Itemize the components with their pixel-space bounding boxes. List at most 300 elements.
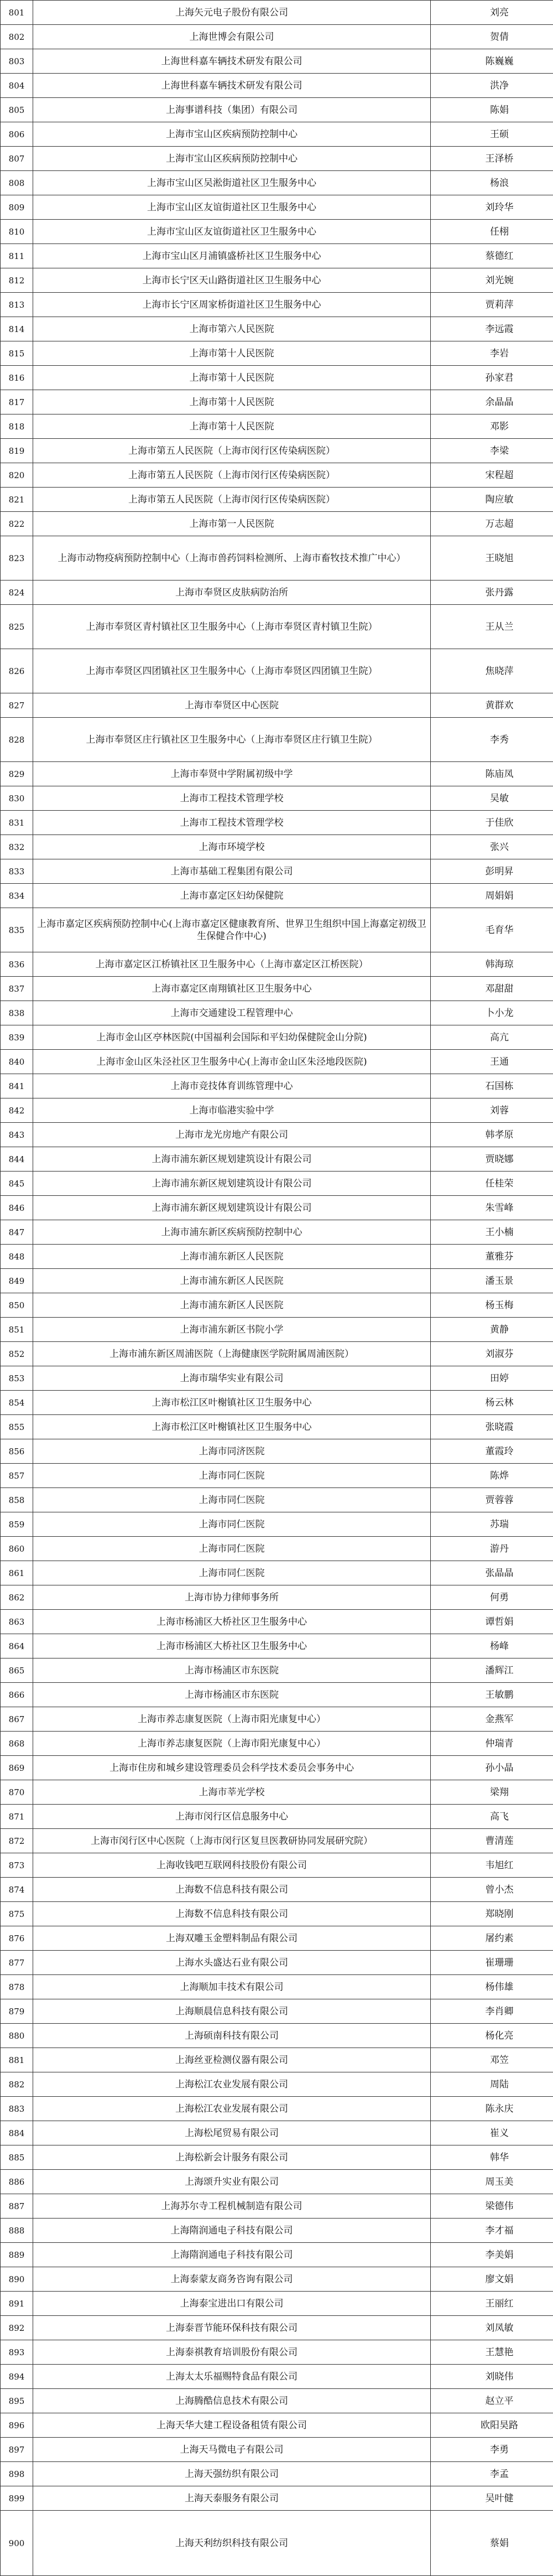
person-name: 于佳欣	[431, 811, 553, 835]
person-name: 韩孝原	[431, 1123, 553, 1147]
organization-name: 上海收钱吧互联网科技股份有限公司	[33, 1853, 431, 1878]
organization-name: 上海市奉贤区青村镇社区卫生服务中心（上海市奉贤区青村镇卫生院）	[33, 605, 431, 649]
person-name: 潘玉景	[431, 1269, 553, 1293]
table-row	[1, 1147, 553, 1172]
table-row	[1, 414, 553, 439]
row-number: 892	[1, 2316, 33, 2340]
table-row	[1, 1999, 553, 2024]
table-row	[1, 366, 553, 390]
table-row	[1, 2389, 553, 2413]
organization-name: 上海市杨浦区大桥社区卫生服务中心	[33, 1610, 431, 1634]
row-number: 868	[1, 1732, 33, 1756]
organization-name: 上海市浦东新区规划建筑设计有限公司	[33, 1196, 431, 1220]
row-number: 851	[1, 1318, 33, 1342]
row-number: 897	[1, 2438, 33, 2462]
table-row	[1, 220, 553, 244]
person-name: 贺倩	[431, 25, 553, 49]
person-name: 谭哲娟	[431, 1610, 553, 1634]
table-row	[1, 1001, 553, 1025]
row-number: 847	[1, 1220, 33, 1245]
row-number: 863	[1, 1610, 33, 1634]
row-number: 872	[1, 1829, 33, 1853]
organization-name: 上海市浦东新区疾病预防控制中心	[33, 1220, 431, 1245]
person-name: 贾莉萍	[431, 293, 553, 317]
person-name: 洪净	[431, 74, 553, 98]
person-name: 杨化亮	[431, 2024, 553, 2048]
row-number: 899	[1, 2486, 33, 2511]
table-row	[1, 2462, 553, 2486]
row-number: 831	[1, 811, 33, 835]
organization-name: 上海市奉贤中学附属初级中学	[33, 762, 431, 786]
organization-name: 上海市松江区叶榭镇社区卫生服务中心	[33, 1415, 431, 1439]
table-row	[1, 1439, 553, 1464]
table-row	[1, 1926, 553, 1951]
person-name: 张晓霞	[431, 1415, 553, 1439]
table-row	[1, 317, 553, 341]
person-name: 韩海琼	[431, 952, 553, 977]
row-number: 857	[1, 1464, 33, 1488]
table-row	[1, 1805, 553, 1829]
organization-name: 上海事谱科技（集团）有限公司	[33, 98, 431, 122]
person-name: 曾小杰	[431, 1878, 553, 1902]
person-name: 赵立平	[431, 2389, 553, 2413]
row-number: 846	[1, 1196, 33, 1220]
organization-name: 上海松江农业发展有限公司	[33, 2072, 431, 2097]
table-row	[1, 1658, 553, 1683]
organization-name: 上海市嘉定区疾病预防控制中心(上海市嘉定区健康教育所、世界卫生组织中国上海嘉定初级卫生保健合作中心)	[33, 908, 431, 952]
table-row	[1, 1342, 553, 1366]
person-name: 陈烨	[431, 1464, 553, 1488]
organization-name: 上海松江农业发展有限公司	[33, 2097, 431, 2121]
row-number: 804	[1, 74, 33, 98]
table-row	[1, 1415, 553, 1439]
person-name: 崔义	[431, 2121, 553, 2145]
person-name: 曹清莲	[431, 1829, 553, 1853]
table-row	[1, 122, 553, 147]
person-name: 彭明昇	[431, 859, 553, 884]
organization-name: 上海天华大建工程设备租赁有限公司	[33, 2413, 431, 2438]
row-number: 889	[1, 2243, 33, 2267]
row-number: 871	[1, 1805, 33, 1829]
organization-name: 上海市工程技术管理学校	[33, 786, 431, 811]
organization-name: 上海市同仁医院	[33, 1537, 431, 1561]
table-row	[1, 390, 553, 414]
organization-name: 上海市宝山区疾病预防控制中心	[33, 122, 431, 147]
row-number: 826	[1, 649, 33, 693]
row-number: 824	[1, 580, 33, 605]
organization-name: 上海市第五人民医院（上海市闵行区传染病医院）	[33, 488, 431, 512]
table-row	[1, 2121, 553, 2145]
row-number: 823	[1, 536, 33, 580]
organization-name: 上海市龙光房地产有限公司	[33, 1123, 431, 1147]
row-number: 801	[1, 1, 33, 25]
organization-name: 上海数不信息科技有限公司	[33, 1878, 431, 1902]
row-number: 856	[1, 1439, 33, 1464]
person-name: 焦晓萍	[431, 649, 553, 693]
row-number: 810	[1, 220, 33, 244]
table-row	[1, 1391, 553, 1415]
row-number: 894	[1, 2365, 33, 2389]
organization-name: 上海颂升实业有限公司	[33, 2170, 431, 2194]
row-number: 895	[1, 2389, 33, 2413]
organization-name: 上海隋润通电子科技有限公司	[33, 2243, 431, 2267]
table-row	[1, 762, 553, 786]
person-name: 周玉美	[431, 2170, 553, 2194]
table-row	[1, 1220, 553, 1245]
person-name: 刘亮	[431, 1, 553, 25]
table-row	[1, 649, 553, 693]
person-name: 任栩	[431, 220, 553, 244]
organization-name: 上海市宝山区吴淞街道社区卫生服务中心	[33, 171, 431, 195]
table-row	[1, 1756, 553, 1780]
person-name: 张晶晶	[431, 1561, 553, 1585]
table-row	[1, 293, 553, 317]
row-number: 848	[1, 1245, 33, 1269]
organization-name: 上海松新会计服务有限公司	[33, 2145, 431, 2170]
organization-name: 上海市工程技术管理学校	[33, 811, 431, 835]
table-row	[1, 2365, 553, 2389]
table-row	[1, 2024, 553, 2048]
table-row	[1, 1269, 553, 1293]
organization-name: 上海市长宁区周家桥街道社区卫生服务中心	[33, 293, 431, 317]
organization-name: 上海市奉贤区庄行镇社区卫生服务中心（上海市奉贤区庄行镇卫生院）	[33, 718, 431, 762]
person-name: 苏瑞	[431, 1512, 553, 1537]
organization-name: 上海市杨浦区市东医院	[33, 1658, 431, 1683]
person-name: 邓影	[431, 414, 553, 439]
person-name: 杨玉梅	[431, 1293, 553, 1318]
table-row	[1, 1366, 553, 1391]
table-row	[1, 195, 553, 220]
person-name: 邓甜甜	[431, 977, 553, 1001]
table-row	[1, 2145, 553, 2170]
organization-name: 上海市交通建设工程管理中心	[33, 1001, 431, 1025]
table-row	[1, 718, 553, 762]
organization-name: 上海市瑞华实业有限公司	[33, 1366, 431, 1391]
organization-name: 上海市浦东新区人民医院	[33, 1245, 431, 1269]
table-row	[1, 2413, 553, 2438]
table-row	[1, 1123, 553, 1147]
organization-name: 上海双雕玉金塑料制品有限公司	[33, 1926, 431, 1951]
organization-name: 上海硕南科技有限公司	[33, 2024, 431, 2048]
table-row	[1, 2316, 553, 2340]
row-number: 809	[1, 195, 33, 220]
person-name: 廖文娟	[431, 2267, 553, 2292]
organization-name: 上海市同济医院	[33, 1439, 431, 1464]
table-row	[1, 25, 553, 49]
person-name: 李秀	[431, 718, 553, 762]
table-row	[1, 884, 553, 908]
table-row	[1, 1293, 553, 1318]
organization-name: 上海市宝山区月浦镇盛桥社区卫生服务中心	[33, 244, 431, 268]
organization-name: 上海泰宝进出口有限公司	[33, 2292, 431, 2316]
row-number: 806	[1, 122, 33, 147]
table-row	[1, 1098, 553, 1123]
person-name: 刘光婉	[431, 268, 553, 293]
row-number: 842	[1, 1098, 33, 1123]
table-row	[1, 244, 553, 268]
organization-name: 上海市临港实验中学	[33, 1098, 431, 1123]
person-name: 黄群欢	[431, 693, 553, 718]
table-row	[1, 580, 553, 605]
organization-name: 上海市金山区朱泾社区卫生服务中心(上海市金山区朱泾地段医院)	[33, 1050, 431, 1074]
table-row	[1, 908, 553, 952]
person-name: 欧阳昊路	[431, 2413, 553, 2438]
row-number: 862	[1, 1585, 33, 1610]
table-row	[1, 1829, 553, 1853]
organization-name: 上海市同仁医院	[33, 1464, 431, 1488]
organization-name: 上海市同仁医院	[33, 1512, 431, 1537]
person-name: 朱雪峰	[431, 1196, 553, 1220]
table-row	[1, 2072, 553, 2097]
table-row	[1, 859, 553, 884]
row-number: 811	[1, 244, 33, 268]
person-name: 梁翔	[431, 1780, 553, 1805]
row-number: 832	[1, 835, 33, 859]
person-name: 邓笠	[431, 2048, 553, 2072]
person-name: 郑晓刚	[431, 1902, 553, 1926]
organization-name: 上海天泰服务有限公司	[33, 2486, 431, 2511]
table-row	[1, 512, 553, 536]
row-number: 882	[1, 2072, 33, 2097]
row-number: 833	[1, 859, 33, 884]
table-row	[1, 1, 553, 25]
organization-name: 上海太太乐福赐特食品有限公司	[33, 2365, 431, 2389]
organization-name: 上海苏尔寺工程机械制造有限公司	[33, 2194, 431, 2219]
table-row	[1, 1050, 553, 1074]
person-name: 王泽桥	[431, 147, 553, 171]
person-name: 宋程超	[431, 463, 553, 488]
organization-name: 上海市养志康复医院（上海市阳光康复中心）	[33, 1707, 431, 1732]
person-name: 王从兰	[431, 605, 553, 649]
person-name: 陈巍巍	[431, 49, 553, 74]
person-name: 李才福	[431, 2219, 553, 2243]
row-number: 825	[1, 605, 33, 649]
table-row	[1, 171, 553, 195]
organization-name: 上海市养志康复医院（上海市阳光康复中心）	[33, 1732, 431, 1756]
organization-name: 上海市闵行区信息服务中心	[33, 1805, 431, 1829]
row-number: 880	[1, 2024, 33, 2048]
row-number: 861	[1, 1561, 33, 1585]
row-number: 817	[1, 390, 33, 414]
row-number: 859	[1, 1512, 33, 1537]
organization-name: 上海隋润通电子科技有限公司	[33, 2219, 431, 2243]
person-name: 余晶晶	[431, 390, 553, 414]
row-number: 898	[1, 2462, 33, 2486]
row-number: 891	[1, 2292, 33, 2316]
table-row	[1, 1512, 553, 1537]
organization-name: 上海市第六人民医院	[33, 317, 431, 341]
organization-name: 上海市长宁区天山路街道社区卫生服务中心	[33, 268, 431, 293]
person-name: 王敏鹏	[431, 1683, 553, 1707]
organization-name: 上海市环境学校	[33, 835, 431, 859]
table-row	[1, 1488, 553, 1512]
person-name: 张兴	[431, 835, 553, 859]
row-number: 802	[1, 25, 33, 49]
person-name: 崔珊珊	[431, 1951, 553, 1975]
row-number: 887	[1, 2194, 33, 2219]
row-number: 850	[1, 1293, 33, 1318]
person-name: 田婷	[431, 1366, 553, 1391]
organization-name: 上海市第一人民医院	[33, 512, 431, 536]
organization-name: 上海市莘光学校	[33, 1780, 431, 1805]
row-number: 815	[1, 341, 33, 366]
organization-name: 上海市松江区叶榭镇社区卫生服务中心	[33, 1391, 431, 1415]
table-row	[1, 2170, 553, 2194]
row-number: 854	[1, 1391, 33, 1415]
row-number: 828	[1, 718, 33, 762]
row-number: 805	[1, 98, 33, 122]
table-row	[1, 1196, 553, 1220]
row-number: 867	[1, 1707, 33, 1732]
organization-name: 上海市浦东新区周浦医院（上海健康医学院附属周浦医院）	[33, 1342, 431, 1366]
row-number: 874	[1, 1878, 33, 1902]
row-number: 879	[1, 1999, 33, 2024]
person-name: 孙家君	[431, 366, 553, 390]
table-row	[1, 1245, 553, 1269]
person-name: 王晓旭	[431, 536, 553, 580]
organization-name: 上海市宝山区友谊街道社区卫生服务中心	[33, 220, 431, 244]
person-name: 高飞	[431, 1805, 553, 1829]
person-name: 董霞玲	[431, 1439, 553, 1464]
table-row	[1, 1902, 553, 1926]
row-number: 830	[1, 786, 33, 811]
person-name: 李远霞	[431, 317, 553, 341]
organization-name: 上海市协力律师事务所	[33, 1585, 431, 1610]
person-name: 潘辉江	[431, 1658, 553, 1683]
row-number: 836	[1, 952, 33, 977]
table-row	[1, 1610, 553, 1634]
row-number: 816	[1, 366, 33, 390]
table-row	[1, 488, 553, 512]
table-body	[1, 1, 553, 2576]
organization-name: 上海世博会有限公司	[33, 25, 431, 49]
row-number: 893	[1, 2340, 33, 2365]
person-name: 屠约素	[431, 1926, 553, 1951]
row-number: 845	[1, 1172, 33, 1196]
table-row	[1, 147, 553, 171]
row-number: 864	[1, 1634, 33, 1658]
organization-name: 上海泰晋节能环保科技有限公司	[33, 2316, 431, 2340]
person-name: 陈娟	[431, 98, 553, 122]
row-number: 812	[1, 268, 33, 293]
person-name: 王通	[431, 1050, 553, 1074]
organization-name: 上海市闵行区中心医院（上海市闵行区复旦医教研协同发展研究院）	[33, 1829, 431, 1853]
row-number: 885	[1, 2145, 33, 2170]
person-name: 刘晓伟	[431, 2365, 553, 2389]
table-row	[1, 952, 553, 977]
table-row	[1, 1853, 553, 1878]
row-number: 855	[1, 1415, 33, 1439]
organization-name: 上海市同仁医院	[33, 1488, 431, 1512]
row-number: 803	[1, 49, 33, 74]
person-name: 何勇	[431, 1585, 553, 1610]
row-number: 876	[1, 1926, 33, 1951]
organization-name: 上海市第十人民医院	[33, 390, 431, 414]
row-number: 839	[1, 1025, 33, 1050]
person-name: 游丹	[431, 1537, 553, 1561]
person-name: 李岩	[431, 341, 553, 366]
table-row	[1, 49, 553, 74]
person-name: 张丹露	[431, 580, 553, 605]
row-number: 821	[1, 488, 33, 512]
person-name: 周娟娟	[431, 884, 553, 908]
person-name: 吴叶健	[431, 2486, 553, 2511]
organization-name: 上海顺晨信息科技有限公司	[33, 1999, 431, 2024]
table-row	[1, 835, 553, 859]
table-row	[1, 2511, 553, 2576]
table-row	[1, 2267, 553, 2292]
person-name: 黄静	[431, 1318, 553, 1342]
row-number: 827	[1, 693, 33, 718]
row-number: 814	[1, 317, 33, 341]
person-name: 孙小晶	[431, 1756, 553, 1780]
organization-name: 上海天马微电子有限公司	[33, 2438, 431, 2462]
table-row	[1, 693, 553, 718]
table-row	[1, 605, 553, 649]
person-name: 高亢	[431, 1025, 553, 1050]
organization-name: 上海松尾贸易有限公司	[33, 2121, 431, 2145]
table-row	[1, 2292, 553, 2316]
table-row	[1, 1732, 553, 1756]
organization-name: 上海顺加丰技术有限公司	[33, 1975, 431, 1999]
row-number: 860	[1, 1537, 33, 1561]
organization-name: 上海市奉贤区皮肤病防治所	[33, 580, 431, 605]
table-row	[1, 1318, 553, 1342]
table-row	[1, 2243, 553, 2267]
table-row	[1, 2340, 553, 2365]
organization-name: 上海市同仁医院	[33, 1561, 431, 1585]
person-name: 杨伟雄	[431, 1975, 553, 1999]
person-name: 梁德伟	[431, 2194, 553, 2219]
person-name: 杨云林	[431, 1391, 553, 1415]
person-name: 杨浪	[431, 171, 553, 195]
row-number: 875	[1, 1902, 33, 1926]
row-number: 877	[1, 1951, 33, 1975]
person-name: 刘淑芬	[431, 1342, 553, 1366]
row-number: 807	[1, 147, 33, 171]
organization-name: 上海泰蒙友商务咨询有限公司	[33, 2267, 431, 2292]
person-name: 李孟	[431, 2462, 553, 2486]
row-number: 853	[1, 1366, 33, 1391]
organization-name: 上海市浦东新区人民医院	[33, 1293, 431, 1318]
person-name: 任桂荣	[431, 1172, 553, 1196]
person-name: 刘凤敏	[431, 2316, 553, 2340]
person-name: 刘玲华	[431, 195, 553, 220]
table-row	[1, 1878, 553, 1902]
person-name: 贾晓娜	[431, 1147, 553, 1172]
organization-name: 上海水头盛达石业有限公司	[33, 1951, 431, 1975]
organization-name: 上海腾酷信息技术有限公司	[33, 2389, 431, 2413]
person-name: 蔡德红	[431, 244, 553, 268]
table-row	[1, 2438, 553, 2462]
person-name: 韩华	[431, 2145, 553, 2170]
row-number: 852	[1, 1342, 33, 1366]
row-number: 896	[1, 2413, 33, 2438]
table-row	[1, 2486, 553, 2511]
organization-name: 上海市第十人民医院	[33, 414, 431, 439]
row-number: 873	[1, 1853, 33, 1878]
table-row	[1, 1707, 553, 1732]
row-number: 837	[1, 977, 33, 1001]
organization-name: 上海天利纺织科技有限公司	[33, 2511, 431, 2576]
table-row	[1, 98, 553, 122]
person-name: 万志超	[431, 512, 553, 536]
row-number: 858	[1, 1488, 33, 1512]
row-number: 818	[1, 414, 33, 439]
row-number: 819	[1, 439, 33, 463]
table-row	[1, 2219, 553, 2243]
table-row	[1, 341, 553, 366]
